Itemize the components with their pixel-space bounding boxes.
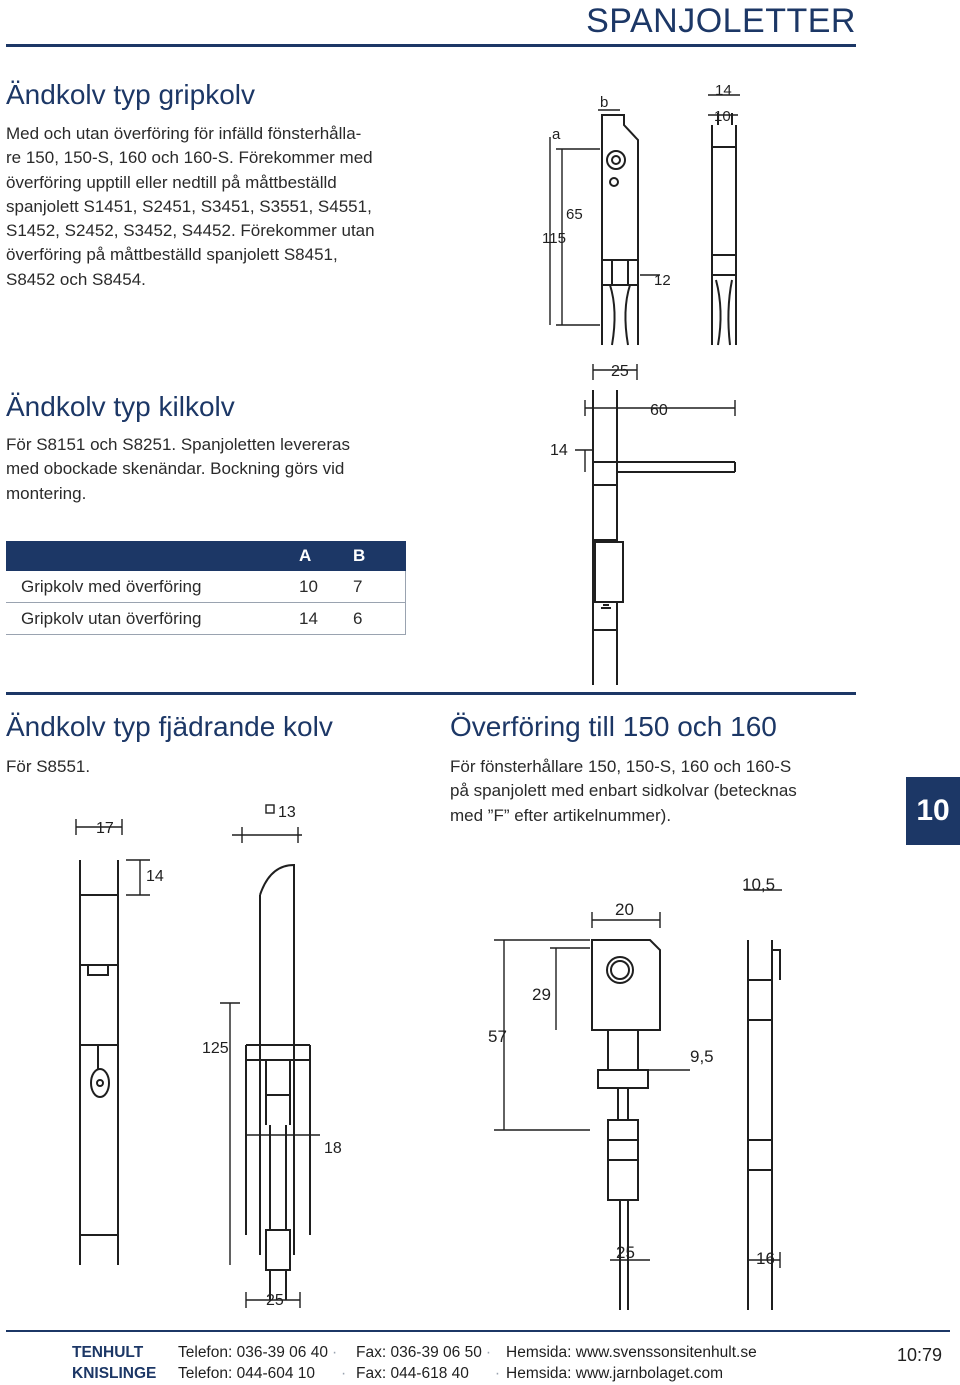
section-text-gripkolv [6, 122, 375, 292]
text-line: S8452 och S8454. [6, 269, 146, 289]
dim-label: 20 [615, 900, 634, 919]
section-title-gripkolv: Ändkolv typ gripkolv [6, 79, 256, 110]
footer-companies [72, 1342, 156, 1384]
section-rule [6, 692, 856, 695]
dim-label: 60 [650, 402, 668, 419]
dim-label: 25 [616, 1243, 635, 1262]
footer-phone: Telefon: 044-604 10 [178, 1365, 316, 1382]
diagram-overforing [480, 870, 800, 1310]
text-line: montering. [6, 483, 87, 503]
text-line: För fönsterhållare 150, 150-S, 160 och 160-S [450, 757, 792, 776]
footer-link[interactable]: Hemsida: www.jarnbolaget.com [506, 1365, 724, 1382]
text-line: på spanjolett med enbart sidkolvar (betecknas [450, 781, 797, 801]
table-cell-label: Gripkolv med överföring [6, 571, 297, 603]
dim-label: 9,5 [690, 1047, 714, 1066]
dim-label: 14 [715, 82, 732, 99]
dim-label: 14 [550, 442, 568, 459]
dim-label: 25 [611, 363, 629, 380]
text-line: Med och utan överföring för infälld fönsterhålla- [6, 124, 362, 143]
footer-fax: Fax: 044-618 40 [356, 1365, 469, 1382]
dim-label: 17 [96, 820, 114, 837]
table-cell-label: Gripkolv utan överföring [6, 603, 297, 635]
dim-label: 12 [654, 272, 671, 289]
dim-label: 57 [488, 1027, 507, 1046]
page-header-title: SPANJOLETTER [586, 2, 856, 40]
dim-label: 125 [202, 1040, 229, 1057]
dim-label: 115 [542, 230, 566, 247]
header-rule [6, 44, 856, 47]
footer-company-knislinge: KNISLINGE [72, 1365, 157, 1382]
table-row [6, 603, 406, 635]
table-header-a: A [297, 541, 351, 571]
footer-company-tenhult: TENHULT [72, 1344, 144, 1361]
table-cell-b: 7 [351, 571, 406, 603]
dim-label: 13 [278, 804, 296, 821]
text-line: överföring på måttbeställd spanjolett S8451, [6, 245, 338, 265]
text-line: För S8151 och S8251. Spanjoletten levereras [6, 435, 351, 454]
text-line: S1452, S2452, S3452, S4452. Förekommer utan [6, 221, 375, 241]
dim-label: 14 [146, 868, 164, 885]
text-line: spanjolett S1451, S2451, S3451, S3551, S4551, [6, 196, 372, 216]
dim-label: 29 [532, 985, 551, 1004]
table-header-label [6, 541, 297, 571]
dim-label: 10 [714, 108, 731, 125]
dim-label: 25 [266, 1292, 284, 1309]
table-header-row [6, 541, 406, 571]
table-header-b: B [351, 541, 406, 571]
footer-websites [506, 1342, 757, 1384]
dim-label: 10,5 [742, 875, 776, 894]
footer-phones: Telefon: 036-39 06 40 · Telefon: 044-604 10 · [178, 1344, 347, 1382]
dim-label: 18 [324, 1140, 342, 1157]
diagram-gripkolv [540, 82, 760, 355]
page-number: 10:79 [896, 1345, 942, 1365]
section-text-overforing [450, 755, 797, 828]
section-text-kilkolv [6, 433, 350, 506]
text-line: För S8551. [6, 757, 91, 776]
table-cell-a: 10 [297, 571, 351, 603]
dim-label: a [552, 126, 561, 143]
table-cell-a: 14 [297, 603, 351, 635]
dim-label: 16 [756, 1249, 775, 1268]
text-line: re 150, 150-S, 160 och 160-S. Förekommer med [6, 148, 373, 168]
section-title-kilkolv: Ändkolv typ kilkolv [6, 391, 235, 422]
footer-faxes: Fax: 036-39 06 50 · Fax: 044-618 40 · [356, 1344, 501, 1382]
text-line: med obockade skenändar. Bockning görs vid [6, 459, 345, 479]
dim-label: b [600, 94, 609, 111]
chapter-tab: 10 [906, 777, 960, 845]
diagram-fjadrande [70, 795, 370, 1310]
section-text-fjadrande [6, 755, 90, 779]
footer-fax: Fax: 036-39 06 50 [356, 1344, 482, 1361]
section-title-overforing: Överföring till 150 och 160 [450, 711, 777, 742]
dim-label: 65 [566, 206, 583, 223]
section-title-fjadrande: Ändkolv typ fjädrande kolv [6, 711, 333, 742]
text-line: överföring upptill eller nedtill på måttbeställd [6, 172, 337, 192]
table-row [6, 571, 406, 603]
dimension-table [6, 541, 406, 635]
table-cell-b: 6 [351, 603, 406, 635]
footer-rule [6, 1330, 950, 1332]
footer-phone: Telefon: 036-39 06 40 [178, 1344, 328, 1361]
diagram-kilkolv [545, 360, 745, 685]
text-line: med ”F” efter artikelnummer). [450, 805, 672, 825]
footer-link[interactable]: Hemsida: www.svenssonsitenhult.se [506, 1344, 757, 1361]
